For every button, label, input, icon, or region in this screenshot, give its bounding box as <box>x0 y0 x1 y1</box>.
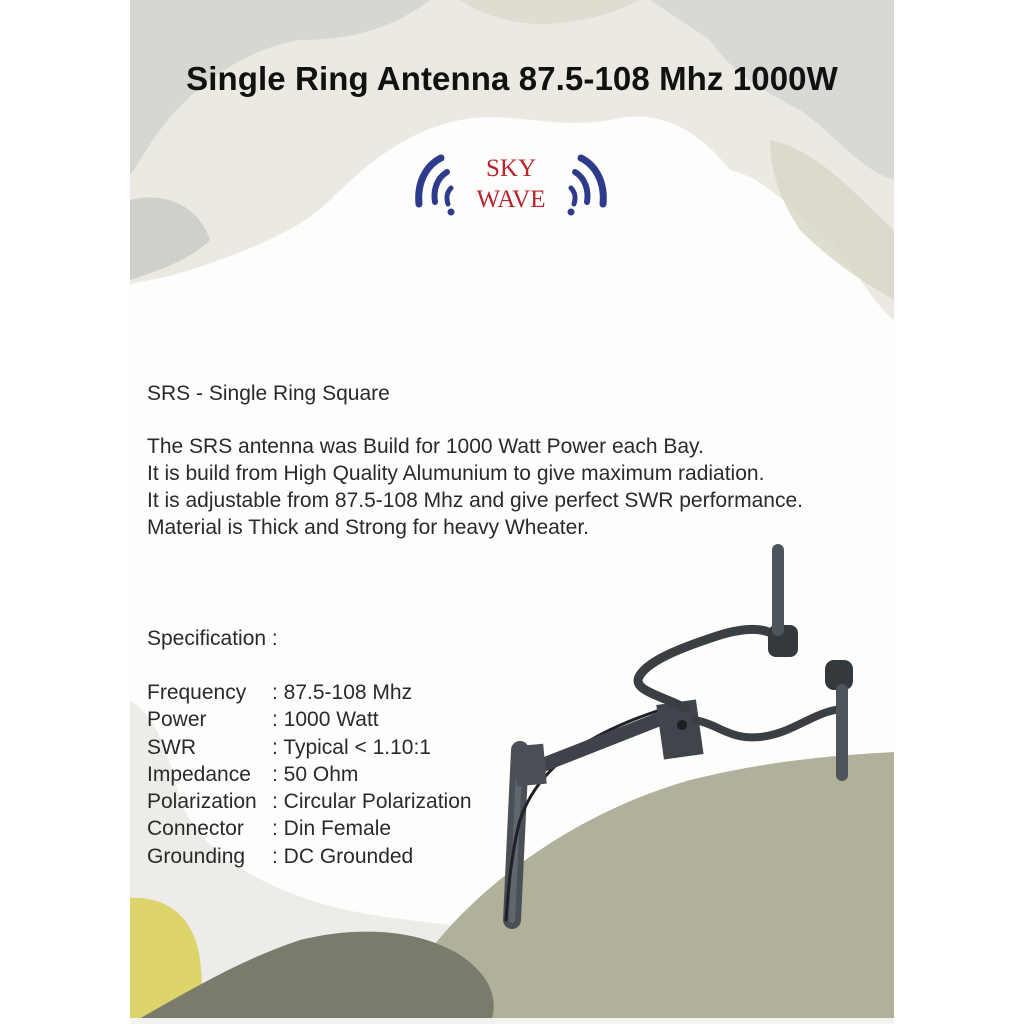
spec-label: Power <box>147 708 207 732</box>
logo-text-sky: SKY <box>485 155 536 182</box>
spec-value: : DC Grounded <box>272 844 414 868</box>
spec-row-impedance <box>147 761 472 788</box>
spec-row-connector <box>147 815 472 842</box>
antenna-product-photo <box>490 530 894 930</box>
description-line: It is adjustable from 87.5-108 Mhz and give perfect SWR performance. <box>147 489 803 512</box>
spec-label: SWR <box>147 735 196 759</box>
spec-value: : 1000 Watt <box>272 708 379 732</box>
spec-label: Connector <box>147 817 244 841</box>
spec-label: Grounding <box>147 844 246 868</box>
spec-row-grounding <box>147 843 472 870</box>
logo-text-wave: WAVE <box>476 186 546 213</box>
product-flyer <box>130 0 894 1024</box>
spec-label: Frequency <box>147 681 247 704</box>
spec-value: : Typical < 1.10:1 <box>272 735 431 759</box>
description-line: It is build from High Quality Alumunium to give maximum radiation. <box>147 462 765 485</box>
page-title: Single Ring Antenna 87.5-108 Mhz 1000W <box>186 60 838 97</box>
sky-wave-logo <box>413 150 609 222</box>
product-subtitle: SRS - Single Ring Square <box>147 382 390 405</box>
spec-row-polarization <box>147 788 472 815</box>
spec-value: : Din Female <box>272 817 392 841</box>
description-line: Material is Thick and Strong for heavy Wheater. <box>147 516 589 539</box>
description-line: The SRS antenna was Build for 1000 Watt Power each Bay. <box>147 435 704 458</box>
specification-heading: Specification : <box>147 627 278 650</box>
product-description <box>147 433 803 541</box>
spec-row-power <box>147 706 472 733</box>
spec-row-swr <box>147 734 472 761</box>
spec-label: Polarization <box>147 790 257 814</box>
specification-table <box>147 679 472 870</box>
spec-value: : Circular Polarization <box>272 790 472 814</box>
spec-value: : 87.5-108 Mhz <box>272 681 413 704</box>
spec-value: : 50 Ohm <box>272 762 359 786</box>
spec-label: Impedance <box>147 762 251 786</box>
spec-row-frequency <box>147 679 472 706</box>
